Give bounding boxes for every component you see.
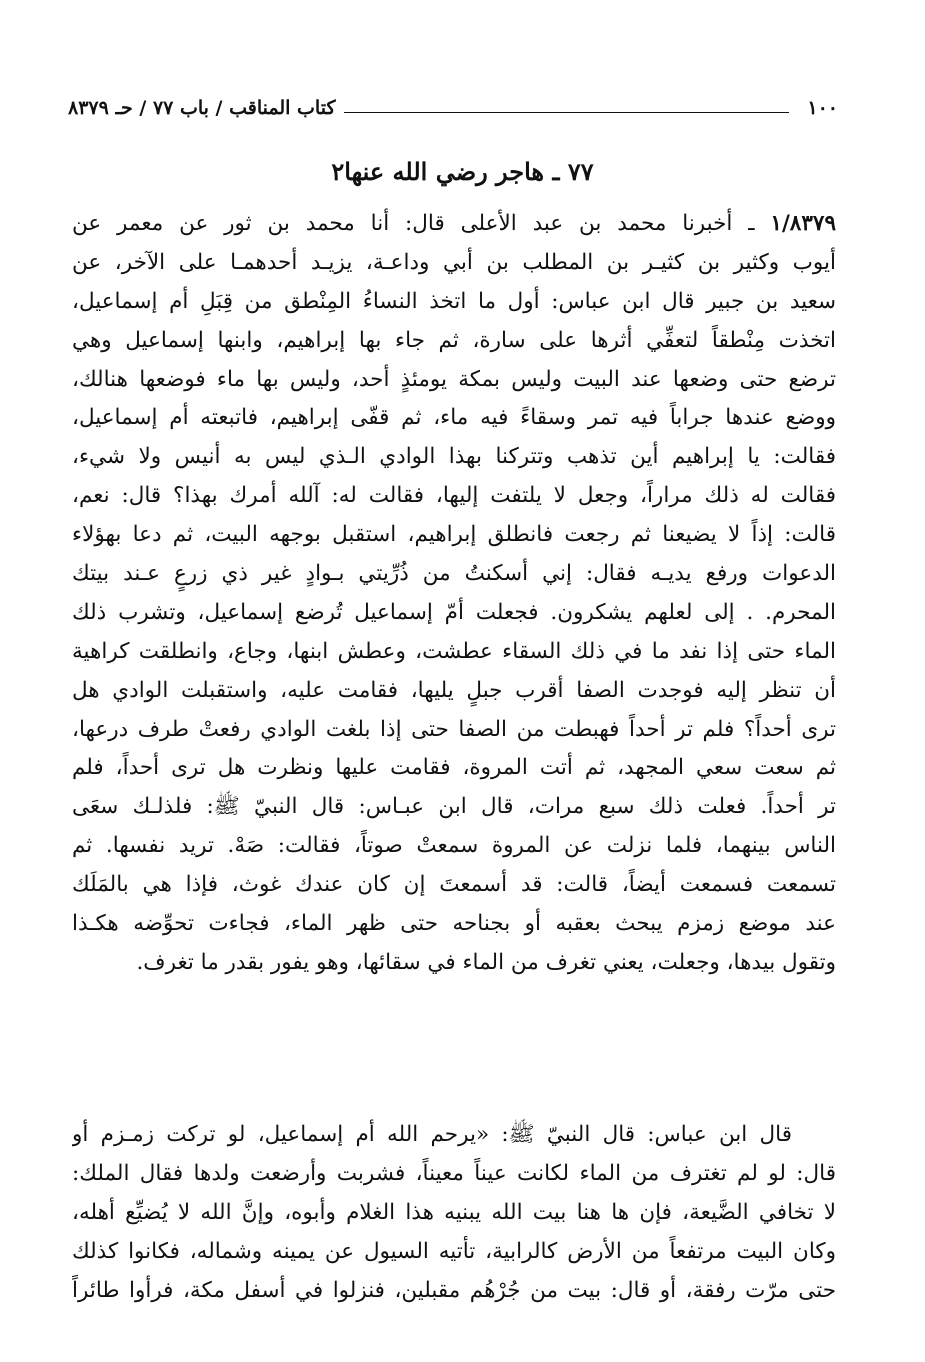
text-line: الناس بينهما، فلما نزلت عن المروة سمعتْ صوتاً، فقالت: صَهْ. تريد نفسها. ثم — [72, 833, 836, 859]
paragraph-2 — [72, 1116, 836, 1310]
text-line: قالت: إذاً لا يضيعنا ثم رجعت فانطلق إبراهيم، استقبل بوجهه البيت، ثم دعا بهؤلاء — [72, 522, 836, 548]
text-line: وكان البيت مرتفعاً من الأرض كالرابية، تأتيه السيول عن يمينه وشماله، فكانوا كذلك — [72, 1238, 836, 1264]
chapter-title: ٧٧ ـ هاجر رضي الله عنها٢ — [331, 157, 594, 186]
line-text: ـ أخبرنا محمد بن عبد الأعلى قال: أنا محمد بن ثور عن معمر عن — [72, 211, 755, 236]
text-line: تسمعت فسمعت أيضاً، قالت: قد أسمعتَ إن كان عندك غوث، فإذا هي بالمَلَك — [72, 872, 836, 898]
text-line: أن تنظر إليه فوجدت الصفا أقرب جبلٍ يليها، فقامت عليه، واستقبلت الوادي هل — [72, 677, 836, 703]
text-line: قال ابن عباس: قال النبيّ ﷺ: «يرحم الله أم إسماعيل، لو تركت زمـزم أو — [72, 1122, 792, 1147]
header-rule — [344, 112, 790, 113]
text-line: المحرم. . إلى لعلهم يشكرون. فجعلت أمّ إسماعيل تُرضع إسماعيل، وتشرب ذلك — [72, 599, 836, 625]
text-line: سعيد بن جبير قال ابن عباس: أول ما اتخذ النساءُ المِنْطق من قِبَلِ أم إسماعيل، — [72, 288, 836, 314]
hadith-number: ١/٨٣٧٩ — [770, 211, 836, 236]
text-line — [72, 205, 836, 244]
running-title: كتاب المناقب / باب ٧٧ / حـ ٨٣٧٩ — [68, 97, 336, 119]
text-line: ترضع حتى وضعها عند البيت وليس بمكة يومئذٍ أحد، وليس بها ماء فوضعها هنالك، — [72, 366, 836, 392]
text-line: عند موضع زمزم يبحث بعقبه أو بجناحه حتى ظهر الماء، فجاءت تحوِّضه هكـذا — [72, 911, 836, 937]
page-number: ١٠٠ — [807, 97, 838, 119]
text-line: فقالت له ذلك مراراً، وجعل لا يلتفت إليها، فقالت له: آلله أمرك بهذا؟ قال: نعم، — [72, 483, 836, 509]
text-line: الماء حتى إذا نفد ما في ذلك السقاء عطشت، وعطش ابنها، وجاع، وانطلقت كراهية — [72, 638, 836, 664]
text-line: ثم سعت سعي المجهد، ثم أتت المروة، فقامت عليها ونظرت هل ترى أحداً، فلم — [72, 755, 836, 781]
text-line: وتقول بيدها، وجعلت، يعني تغرف من الماء في سقائها، وهو يفور بقدر ما تغرف. — [136, 949, 836, 975]
text-line: ترى أحداً؟ فلم تر أحداً فهبطت من الصفا حتى إذا بلغت الوادي رفعتْ طرف درعها، — [72, 716, 836, 742]
text-line: قال: لو لم تغترف من الماء لكانت عيناً معيناً، فشربت وأرضعت ولدها فقال الملك: — [72, 1160, 836, 1186]
paragraph-1 — [72, 205, 836, 983]
text-line: حتى مرّت رفقة، أو قال: بيت من جُرْهُم مقبلين، فنزلوا في أسفل مكة، فرأوا طائراً — [72, 1277, 836, 1303]
text-line: الدعوات ورفع يديـه فقال: إني أسكنتُ من ذُرِّيتي بـوادٍ غير ذي زرعٍ عـند بيتك — [72, 561, 836, 587]
page-header — [68, 92, 838, 124]
text-line: تر أحداً. فعلت ذلك سبع مرات، قال ابن عبـاس: قال النبيّ ﷺ: فلذلـك سعَى — [72, 794, 836, 820]
text-line: لا تخافي الضَّيعة، فإن ها هنا بيت الله يبنيه هذا الغلام وأبوه، وإنَّ الله لا يُضيِّع أهله، — [72, 1199, 836, 1225]
text-line: اتخذت مِنْطقاً لتعفِّي أثرها على سارة، ثم جاء بها إبراهيم، وابنها إسماعيل وهي — [72, 327, 836, 353]
text-line: أيوب وكثير بن كثيـر بن المطلب بن أبي وداعـة، يزيـد أحدهمـا على الآخر، عن — [72, 249, 836, 275]
text-line: فقالت: يا إبراهيم أين تذهب وتتركنا بهذا الوادي الـذي ليس به أنيس ولا شيء، — [72, 444, 836, 470]
text-line: ووضع عندها جراباً فيه تمر وسقاءً فيه ماء، ثم قفّى إبراهيم، فاتبعته أم إسماعيل، — [72, 405, 836, 431]
